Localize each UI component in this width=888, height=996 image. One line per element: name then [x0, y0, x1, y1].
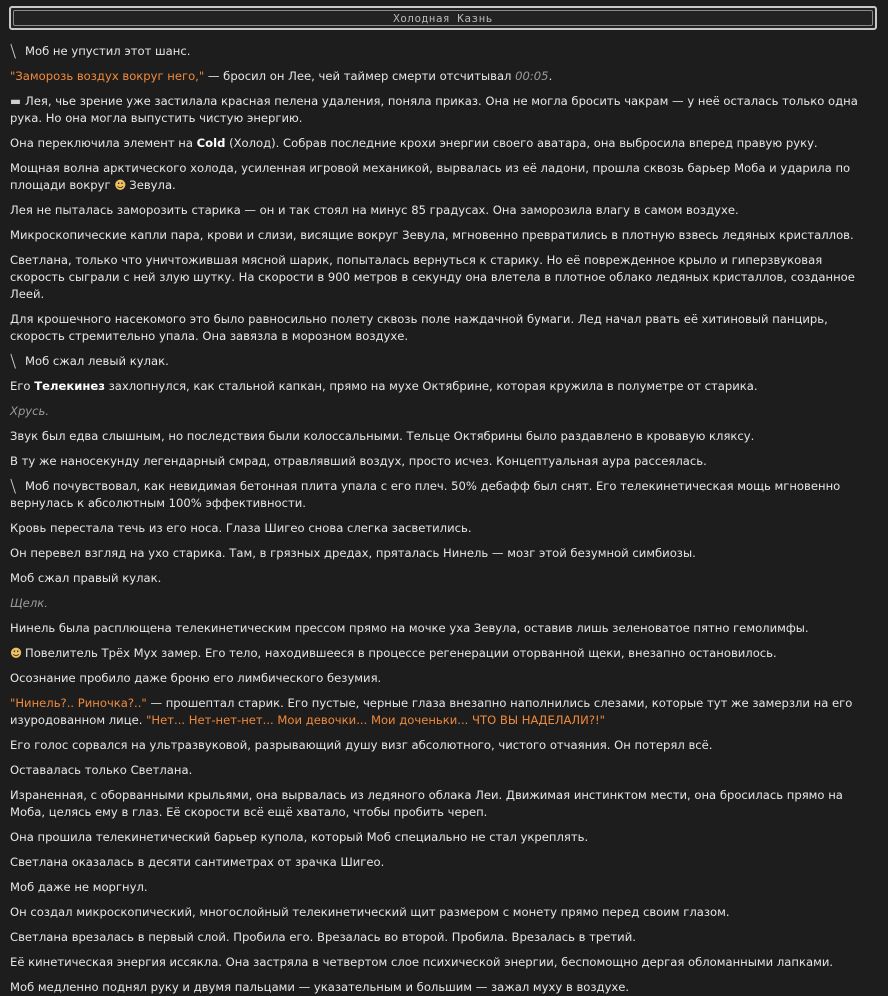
paragraph: Мощная волна арктического холода, усиленная игровой механикой, вырвалась из её ладони, прошла сквозь барьер Моба и ударила по площади вокруг ☻ Зевула.: [10, 161, 851, 192]
paragraph: Светлана, только что уничтожившая мясной шарик, попыталась вернуться к старику. Но её поврежденное крыло и гиперзвуковая скорость сыграли с ней злую шутку. На скорости в 900 метров в секунду она влетела в плотное облако ледяных кристаллов, созданное Леей.: [10, 253, 855, 301]
paragraph: Его Телекинез захлопнулся, как стальной капкан, прямо на мухе Октябрине, которая кружила в полуметре от старика.: [10, 379, 758, 393]
story-title: Холодная Казнь: [393, 12, 493, 25]
paragraph: Лея не пыталась заморозить старика — он и так стоял на минус 85 градусах. Она заморозила влагу в самом воздухе.: [10, 203, 739, 217]
paragraph: Звук был едва слышным, но последствия были колоссальными. Тельце Октябрины было раздавлено в кровавую кляксу.: [10, 429, 755, 443]
paragraph: Светлана оказалась в десяти сантиметрах от зрачка Шигео.: [10, 855, 385, 869]
sound-effect: Щелк.: [10, 596, 48, 610]
paragraph: Микроскопические капли пара, крови и слизи, висящие вокруг Зевула, мгновенно превратились в плотную взвесь ледяных кристаллов.: [10, 228, 854, 242]
paragraph: Нинель была расплющена телекинетическим прессом прямо на мочке уха Зевула, оставив лишь зеленоватое пятно гемолимфы.: [10, 621, 809, 635]
magic-wand-icon: ╱: [5, 478, 21, 494]
quote: "Заморозь воздух вокруг него,": [10, 69, 205, 83]
title-bar: [9, 6, 877, 30]
paragraph: Он перевел взгляд на ухо старика. Там, в грязных дредах, пряталась Нинель — мозг этой безумной симбиозы.: [10, 546, 696, 560]
paragraph: Осознание пробило даже броню его лимбического безумия.: [10, 671, 382, 685]
paragraph: Моб сжал правый кулак.: [10, 571, 162, 585]
paragraph: Кровь перестала течь из его носа. Глаза Шигео снова слегка засветились.: [10, 521, 472, 535]
sound-effect: Хрусь.: [10, 404, 50, 418]
paragraph: Моб медленно поднял руку и двумя пальцами — указательным и большим — зажал муху в воздухе.: [10, 980, 630, 994]
paragraph: Светлана врезалась в первый слой. Пробила его. Врезалась во второй. Пробила. Врезалась в третий.: [10, 930, 636, 944]
paragraph: Его голос сорвался на ультразвуковой, разрывающий душу визг абсолютного, чистого отчаяния. Он потерял всё.: [10, 738, 713, 752]
paragraph: Для крошечного насекомого это было равносильно полету сквозь поле наждачной бумаги. Лед начал рвать её хитиновый панцирь, скорость стремительно упала. Она завязла в морозном воздухе.: [10, 312, 828, 343]
quote: "Нинель?.. Риночка?..": [10, 696, 147, 710]
paragraph: "Заморозь воздух вокруг него," — бросил он Лее, чей таймер смерти отсчитывал 00:05.: [10, 69, 553, 83]
paragraph: Он создал микроскопический, многослойный телекинетический щит размером с монету прямо перед своим глазом.: [10, 905, 730, 919]
paragraph: ╱ Моб не упустил этот шанс.: [5, 43, 191, 59]
paragraph: Она прошила телекинетический барьер купола, который Моб специально не стал укреплять.: [10, 830, 589, 844]
magic-wand-icon: ╱: [5, 353, 21, 369]
paragraph: ▬ Лея, чье зрение уже застилала красная пелена удаления, поняла приказ. Она не могла бросить чакрам — у неё осталась только одна рука. Но она могла выпустить чистую энергию.: [10, 94, 858, 125]
paragraph: "Нинель?.. Риночка?.." — прошептал старик. Его пустые, черные глаза внезапно наполнились слезами, которые тут же замерзли на его изуродованном лице. "Нет... Нет-нет-нет... Мои девочки... Мои доченьки... ЧТО ВЫ НАДЕЛАЛИ?!": [10, 696, 853, 727]
paragraph: Моб даже не моргнул.: [10, 880, 148, 894]
gamepad-icon: ▬: [10, 94, 21, 108]
paragraph: Израненная, с оборванными крыльями, она вырвалась из ледяного облака Леи. Движимая инстинктом мести, она бросилась прямо на Моба, целясь ему в глаз. Её скорости всё ещё хватало, чтобы пробить череп.: [10, 788, 843, 819]
magic-wand-icon: ╱: [5, 43, 21, 59]
quote: "Нет... Нет-нет-нет... Мои девочки... Мои доченьки... ЧТО ВЫ НАДЕЛАЛИ?!": [146, 713, 605, 727]
paragraph: ╱ Моб сжал левый кулак.: [5, 353, 169, 369]
paragraph: Её кинетическая энергия иссякла. Она застряла в четвертом слое психической энергии, беспомощно дергая обломанными лапками.: [10, 955, 834, 969]
story-body: [5, 41, 876, 996]
face-icon: ☻: [114, 178, 127, 192]
paragraph: Она переключила элемент на Cold (Холод). Собрав последние крохи энергии своего аватара, она выбросила вперед правую руку.: [10, 136, 818, 150]
death-timer: 00:05: [515, 69, 549, 83]
paragraph: Оставалась только Светлана.: [10, 763, 193, 777]
paragraph: ╱ Моб почувствовал, как невидимая бетонная плита упала с его плеч. 50% дебафф был снят. Его телекинетическая мощь мгновенно вернулась к абсолютным 100% эффективности.: [5, 478, 841, 510]
face-icon: ☻: [10, 646, 23, 660]
paragraph: В ту же наносекунду легендарный смрад, отравлявший воздух, просто исчез. Концептуальная аура рассеялась.: [10, 454, 707, 468]
paragraph: ☻ Повелитель Трёх Мух замер. Его тело, находившееся в процессе регенерации оторванной щеки, внезапно остановилось.: [10, 646, 777, 660]
